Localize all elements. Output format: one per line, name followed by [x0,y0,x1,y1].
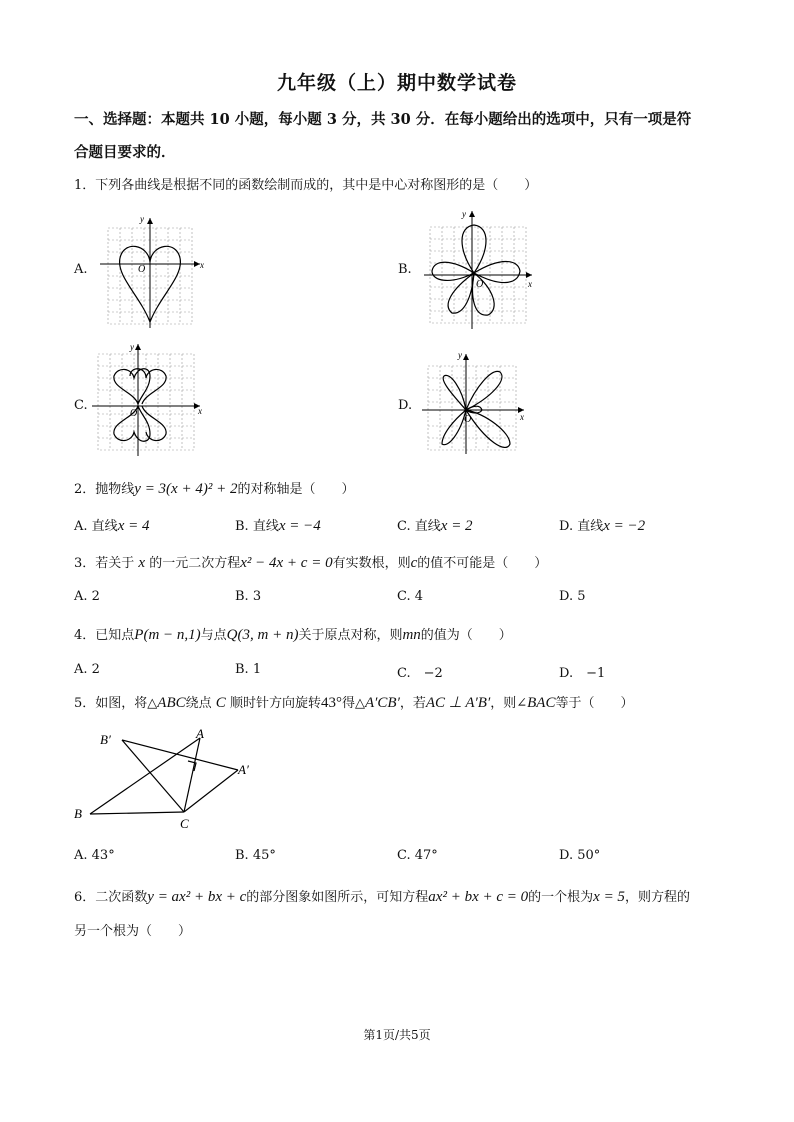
q2-option-b[interactable] [235,515,321,535]
q4-suffix2: 的值为（ ） [420,628,512,643]
q5-part-1: ABC [157,695,186,711]
q3-option-b[interactable]: B. 3 [235,589,262,604]
q3-option-a[interactable]: A. 2 [74,589,100,604]
q1-b-y-label: y [462,209,466,219]
q6-middle2: 的一个根为 [528,890,594,905]
q6-formula1: y = ax² + bx + c [147,889,247,905]
q3-suffix2: 的值不可能是（ ） [417,556,548,571]
q5-option-a[interactable]: A. 43° [74,848,115,863]
q2-option-d-math: x = −2 [603,518,646,534]
q5-option-c[interactable]: C. 47° [397,848,438,863]
q2-option-b-math: x = −4 [278,518,321,534]
q5-part-2: 绕点 [185,696,212,711]
q2-prefix: 2．抛物线 [74,482,135,497]
segment-B2A2 [122,740,238,770]
q5-part-11: BAC [527,695,556,711]
q5-label-b: B [74,806,82,821]
q1-option-b-label[interactable]: B. [398,262,412,277]
q2-option-c-text: 直线 [414,519,441,534]
q5-part-9: AC ⊥ A′B′ [425,695,491,711]
q1-d-x-label: x [520,412,524,422]
page-title: 九年级（上）期中数学试卷 [276,72,517,94]
q6-suffix: ，则方程的 [624,890,690,905]
q5-part-10: ，则∠ [490,696,528,711]
q5-option-d[interactable]: D. 50° [559,848,601,863]
q2-option-c[interactable] [397,515,473,535]
q2-option-b-text: 直线 [252,519,279,534]
q1-option-c-label[interactable]: C. [74,398,88,413]
q4-mn: mn [402,627,421,643]
q3-var: x [138,555,146,571]
q5-option-b[interactable]: B. 45° [235,848,276,863]
q5-part-4: 顺时针方向旋转 [229,696,321,711]
q6-root: x = 5 [593,889,625,905]
q2-option-a-letter: A. [74,519,88,534]
q2-suffix: 的对称轴是（ ） [237,482,355,497]
q5-part-5: 43° [320,695,342,711]
q1-b-origin-label: O [476,279,484,290]
q4-option-c[interactable]: C. −2 [397,666,443,681]
q2-option-b-letter: B. [235,519,249,534]
q2-option-d-text: 直线 [577,519,604,534]
q1-d-origin-label: O [464,414,472,425]
q6-middle: 的部分图象如图所示，可知方程 [246,890,429,905]
q2-option-a-text: 直线 [91,519,118,534]
q6-formula2: ax² + bx + c = 0 [428,889,529,905]
question-1-stem: 1．下列各曲线是根据不同的函数绘制而成的，其中是中心对称图形的是（ ） [74,178,538,193]
q1-a-y-label: y [140,214,144,224]
q5-part-8: ，若 [399,696,426,711]
q1-figure-b-petals [420,205,540,335]
q4-point-p: P(m − n,1) [134,627,201,643]
q1-a-x-label: x [200,260,204,270]
q2-option-c-letter: C. [397,519,411,534]
question-3-stem [74,552,547,572]
q5-part-3: C [215,695,226,711]
q2-option-d-letter: D. [559,519,574,534]
section-heading-line1: 一、选择题：本题共 10 小题，每小题 3 分，共 30 分．在每小题给出的选项中，只有一项是符 [74,111,692,128]
q1-b-x-label: x [528,279,532,289]
q5-label-a-prime: A′ [238,762,249,777]
q1-c-x-label: x [198,406,202,416]
question-4-stem [74,624,512,644]
question-2-stem [74,478,354,498]
page-footer: 第1页/共5页 [363,1028,431,1042]
q1-a-origin-label: O [138,264,146,275]
q4-middle: 与点 [200,628,227,643]
segment-BA [90,738,200,814]
q3-middle: 的一元二次方程 [149,556,241,571]
question-6-stem [74,886,690,906]
q3-option-c[interactable]: C. 4 [397,589,424,604]
q4-option-a[interactable]: A. 2 [74,662,100,677]
q1-figure-a-heart [90,210,210,330]
q4-option-b[interactable]: B. 1 [235,662,262,677]
right-angle-mark [188,761,196,771]
q5-label-a: A [196,726,204,741]
q2-option-c-math: x = 2 [440,518,473,534]
q6-prefix: 6．二次函数 [74,890,148,905]
q3-formula: x² − 4x + c = 0 [240,555,333,571]
q5-part-6: 得△ [341,696,365,711]
q2-option-d[interactable] [559,515,645,535]
q2-option-a-math: x = 4 [117,518,150,534]
q3-option-d[interactable]: D. 5 [559,589,586,604]
q4-suffix: 关于原点对称，则 [298,628,403,643]
q5-part-0: 5．如图，将△ [74,696,158,711]
q3-prefix: 3．若关于 [74,556,135,571]
q5-part-7: A′CB′ [364,695,400,711]
q5-label-b-prime: B′ [100,732,111,747]
q3-var2: c [410,555,418,571]
q4-option-d[interactable]: D. −1 [559,666,606,681]
q1-figure-d-petals [420,350,540,460]
q1-figure-c-four-hearts [90,342,210,462]
q1-c-origin-label: O [130,408,138,419]
q3-suffix1: 有实数根，则 [332,556,411,571]
q1-d-y-label: y [458,350,462,360]
segment-B2C [122,740,184,812]
q2-formula: y = 3(x + 4)² + 2 [134,481,238,497]
q1-option-d-label[interactable]: D. [398,398,413,413]
q1-option-a-label[interactable]: A. [74,262,88,277]
q1-c-y-label: y [130,342,134,352]
segment-BC [90,812,184,814]
question-5-stem [74,692,634,712]
q4-point-q: Q(3, m + n) [226,627,299,643]
q5-label-c: C [180,816,189,831]
question-6-line2: 另一个根为（ ） [74,924,192,939]
q4-prefix: 4．已知点 [74,628,135,643]
q5-part-12: 等于（ ） [555,696,634,711]
q5-triangle-figure [70,726,270,836]
section-heading-line2: 合题目要求的． [74,144,176,161]
q2-option-a[interactable] [74,515,149,535]
